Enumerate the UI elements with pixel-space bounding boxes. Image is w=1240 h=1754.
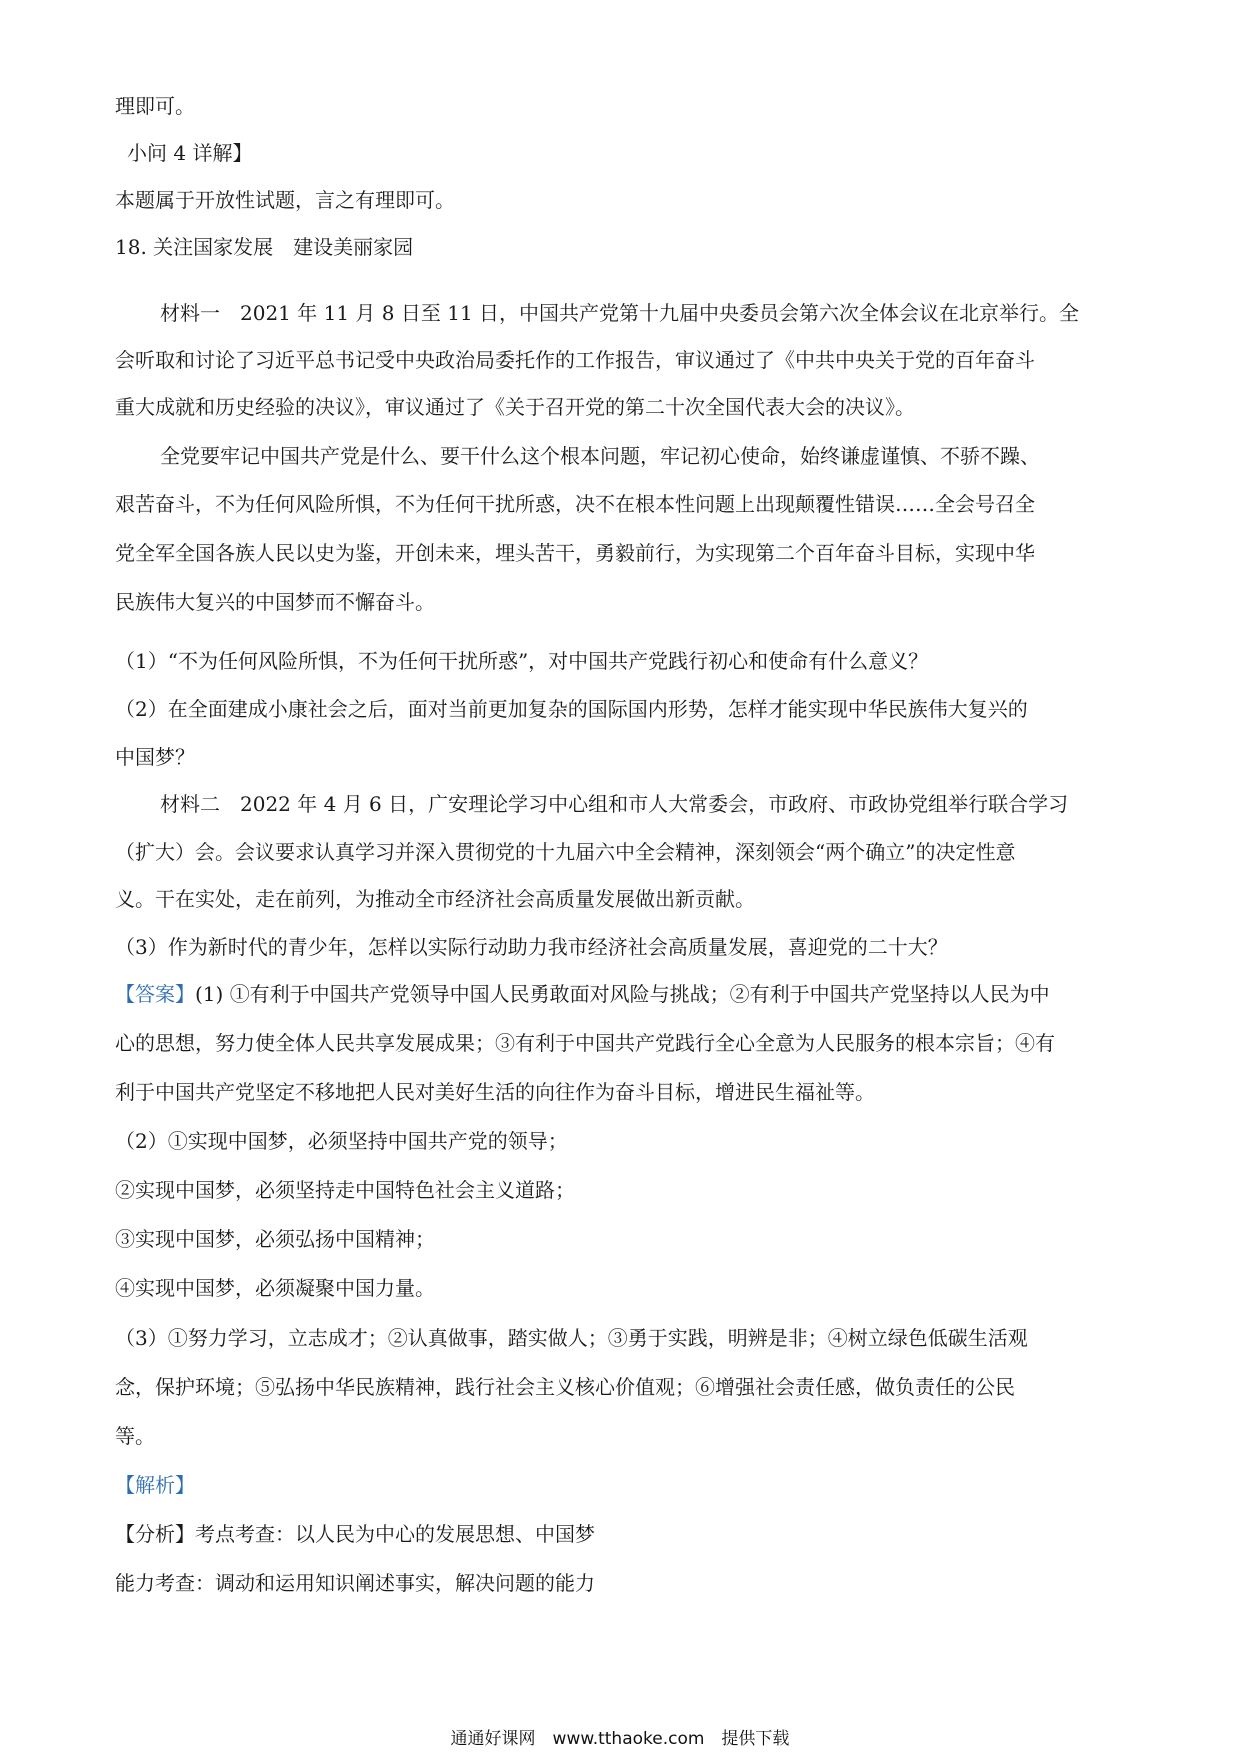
material-one-line: 材料一 2021 年 11 月 8 日至 11 日，中国共产党第十九届中央委员会第六次全体会议在北京举行。全: [160, 301, 1080, 325]
answer-line: （2）①实现中国梦，必须坚持中国共产党的领导；: [115, 1129, 568, 1153]
answer-line: 利于中国共产党坚定不移地把人民对美好生活的向往作为奋斗目标，增进民生福祉等。: [115, 1080, 875, 1104]
material-one-line: 会听取和讨论了习近平总书记受中央政治局委托作的工作报告，审议通过了《中共中央关于党的百年奋斗: [115, 348, 1035, 372]
answer-text: (1) ①有利于中国共产党领导中国人民勇敢面对风险与挑战；②有利于中国共产党坚持以人民为中: [195, 982, 1050, 1006]
sub-question-heading: 小问 4 详解】: [127, 141, 253, 165]
answer-line: [115, 980, 1125, 1008]
text-line: 理即可。: [115, 94, 195, 118]
material-one-line: 重大成就和历史经验的决议》，审议通过了《关于召开党的第二十次全国代表大会的决议》。: [115, 395, 915, 419]
answer-line: 念，保护环境；⑤弘扬中华民族精神，践行社会主义核心价值观；⑥增强社会责任感，做负责任的公民: [115, 1375, 1015, 1399]
analysis-tag: 【解析】: [115, 1473, 195, 1497]
answer-line: 等。: [115, 1424, 155, 1448]
text-line: 本题属于开放性试题，言之有理即可。: [115, 188, 455, 212]
analysis-line: 【分析】考点考查：以人民为中心的发展思想、中国梦: [115, 1522, 595, 1546]
question-title: 18. 关注国家发展 建设美丽家园: [115, 235, 414, 259]
answer-line: 心的思想，努力使全体人民共享发展成果；③有利于中国共产党践行全心全意为人民服务的根本宗旨；④有: [115, 1031, 1055, 1055]
material-one-line: 党全军全国各族人民以史为鉴，开创未来，埋头苦干，勇毅前行，为实现第二个百年奋斗目标，实现中华: [115, 541, 1035, 565]
answer-line: ②实现中国梦，必须坚持走中国特色社会主义道路；: [115, 1178, 575, 1202]
analysis-line: 能力考查：调动和运用知识阐述事实，解决问题的能力: [115, 1571, 595, 1595]
answer-line: ④实现中国梦，必须凝聚中国力量。: [115, 1276, 435, 1300]
question-2-cont: 中国梦？: [115, 745, 195, 769]
material-two-line: 义。干在实处，走在前列，为推动全市经济社会高质量发展做出新贡献。: [115, 887, 755, 911]
question-1: （1）“不为任何风险所惧，不为任何干扰所惑”，对中国共产党践行初心和使命有什么意义？: [115, 649, 929, 673]
material-two-line: 材料二 2022 年 4 月 6 日，广安理论学习中心组和市人大常委会，市政府、市政协党组举行联合学习: [160, 792, 1069, 816]
material-one-line: 艰苦奋斗，不为任何风险所惧，不为任何干扰所惑，决不在根本性问题上出现颠覆性错误……全会号召全: [115, 492, 1035, 516]
question-2: （2）在全面建成小康社会之后，面对当前更加复杂的国际国内形势，怎样才能实现中华民族伟大复兴的: [115, 697, 1028, 721]
material-two-line: （扩大）会。会议要求认真学习并深入贯彻党的十九届六中全会精神，深刻领会“两个确立”的决定性意: [115, 840, 1016, 864]
question-3: （3）作为新时代的青少年，怎样以实际行动助力我市经济社会高质量发展，喜迎党的二十大？: [115, 935, 948, 959]
answer-line: ③实现中国梦，必须弘扬中国精神；: [115, 1227, 435, 1251]
page-footer: 通通好课网 www.tthaoke.com 提供下载: [450, 1729, 790, 1749]
material-one-line: 全党要牢记中国共产党是什么、要干什么这个根本问题，牢记初心使命，始终谦虚谨慎、不骄不躁、: [160, 444, 1040, 468]
answer-tag: 【答案】: [115, 982, 195, 1006]
material-one-line: 民族伟大复兴的中国梦而不懈奋斗。: [115, 590, 435, 614]
answer-line: （3）①努力学习，立志成才；②认真做事，踏实做人；③勇于实践，明辨是非；④树立绿色低碳生活观: [115, 1326, 1028, 1350]
